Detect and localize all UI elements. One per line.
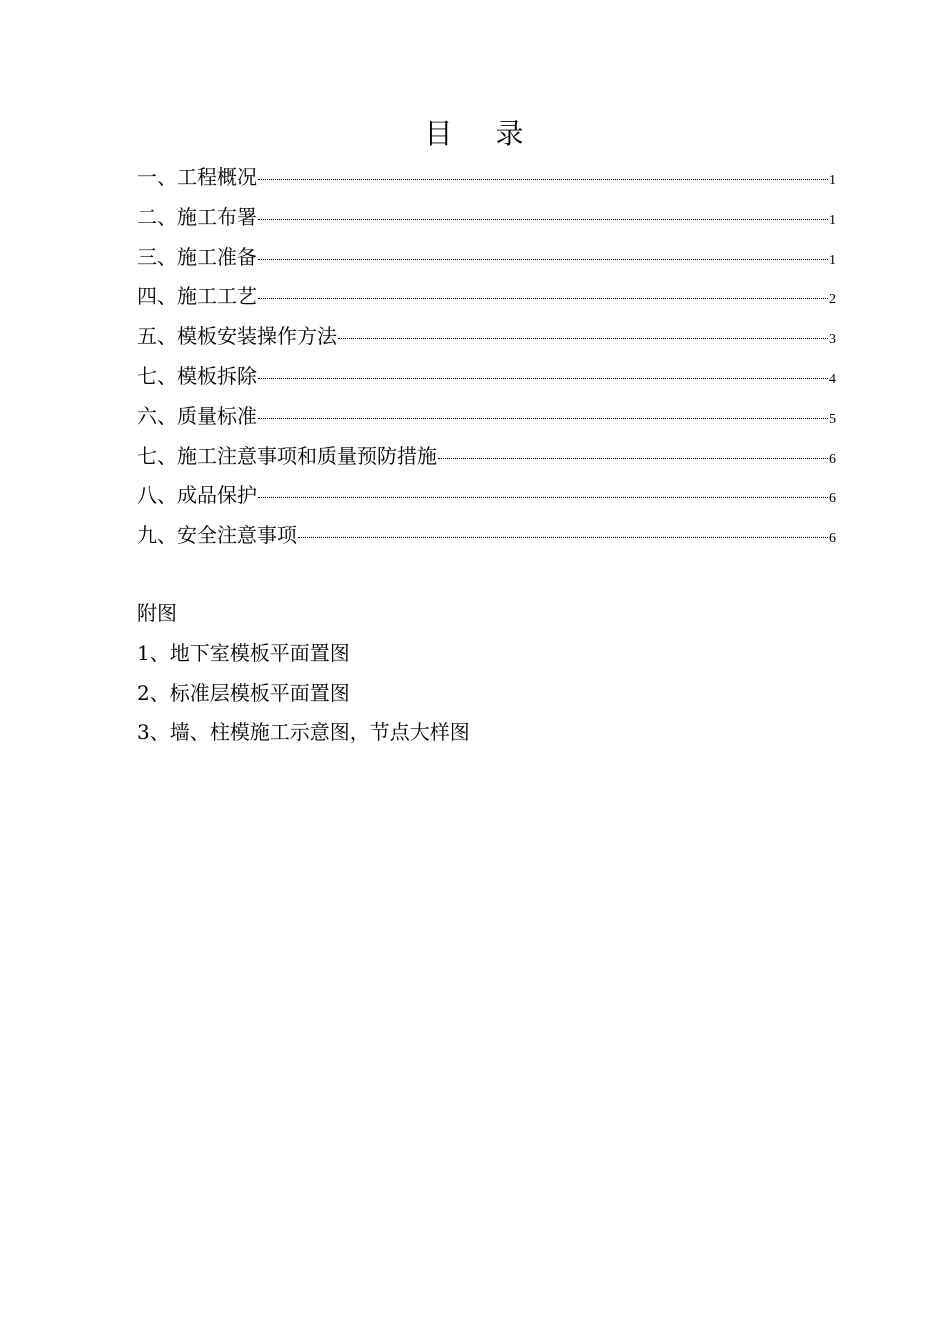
toc-entry-text: 三、施工准备 <box>137 244 257 269</box>
dot-leader <box>438 458 828 459</box>
dot-leader <box>258 298 828 299</box>
toc-entry-text: 八、成品保护 <box>137 483 257 508</box>
toc-entry-page: 1 <box>829 252 836 268</box>
toc-entry-page: 3 <box>829 332 836 348</box>
toc-entry[interactable] <box>137 238 836 278</box>
toc-entry-page: 1 <box>829 173 836 188</box>
appendix-item: 2、标准层模板平面置图 <box>137 680 350 705</box>
toc-entry-text: 二、施工布署 <box>137 204 257 229</box>
appendix-item: 3、墙、柱模施工示意图，节点大样图 <box>137 720 470 745</box>
toc-entry-text: 七、模板拆除 <box>137 363 257 388</box>
toc-entry-text: 一、工程概况 <box>137 165 257 189</box>
toc-entry-text: 九、安全注意事项 <box>137 523 297 548</box>
dot-leader <box>258 179 828 180</box>
toc-entry-text: 六、质量标准 <box>137 403 257 428</box>
dot-leader <box>258 378 828 379</box>
toc-entry[interactable] <box>137 198 836 238</box>
toc-entry[interactable] <box>137 437 836 477</box>
appendix-item: 1、地下室模板平面置图 <box>137 640 350 665</box>
toc-entry-page: 5 <box>829 411 836 427</box>
toc-list <box>137 158 836 556</box>
toc-entry-page: 4 <box>829 371 836 387</box>
toc-entry[interactable] <box>137 476 836 516</box>
toc-entry[interactable] <box>137 317 836 357</box>
appendix-heading: 附图 <box>137 601 177 625</box>
toc-entry-text: 四、施工工艺 <box>137 284 257 309</box>
dot-leader <box>258 497 828 498</box>
dot-leader <box>298 537 828 538</box>
dot-leader <box>258 219 828 220</box>
dot-leader <box>258 259 828 260</box>
toc-title: 目 录 <box>424 117 526 150</box>
toc-entry-text: 五、模板安装操作方法 <box>137 324 337 349</box>
toc-entry-page: 6 <box>829 451 836 467</box>
toc-entry-page: 1 <box>829 212 836 228</box>
toc-entry-page: 6 <box>829 491 836 507</box>
toc-entry-page: 2 <box>829 292 836 308</box>
dot-leader <box>258 418 828 419</box>
toc-entry-text: 七、施工注意事项和质量预防措施 <box>137 443 437 468</box>
appendix-section <box>137 594 836 753</box>
toc-entry[interactable] <box>137 397 836 437</box>
toc-entry[interactable] <box>137 516 836 556</box>
toc-entry[interactable] <box>137 357 836 397</box>
toc-entry-page: 6 <box>829 531 836 547</box>
toc-entry[interactable] <box>137 158 836 198</box>
dot-leader <box>338 338 828 339</box>
toc-entry[interactable] <box>137 277 836 317</box>
